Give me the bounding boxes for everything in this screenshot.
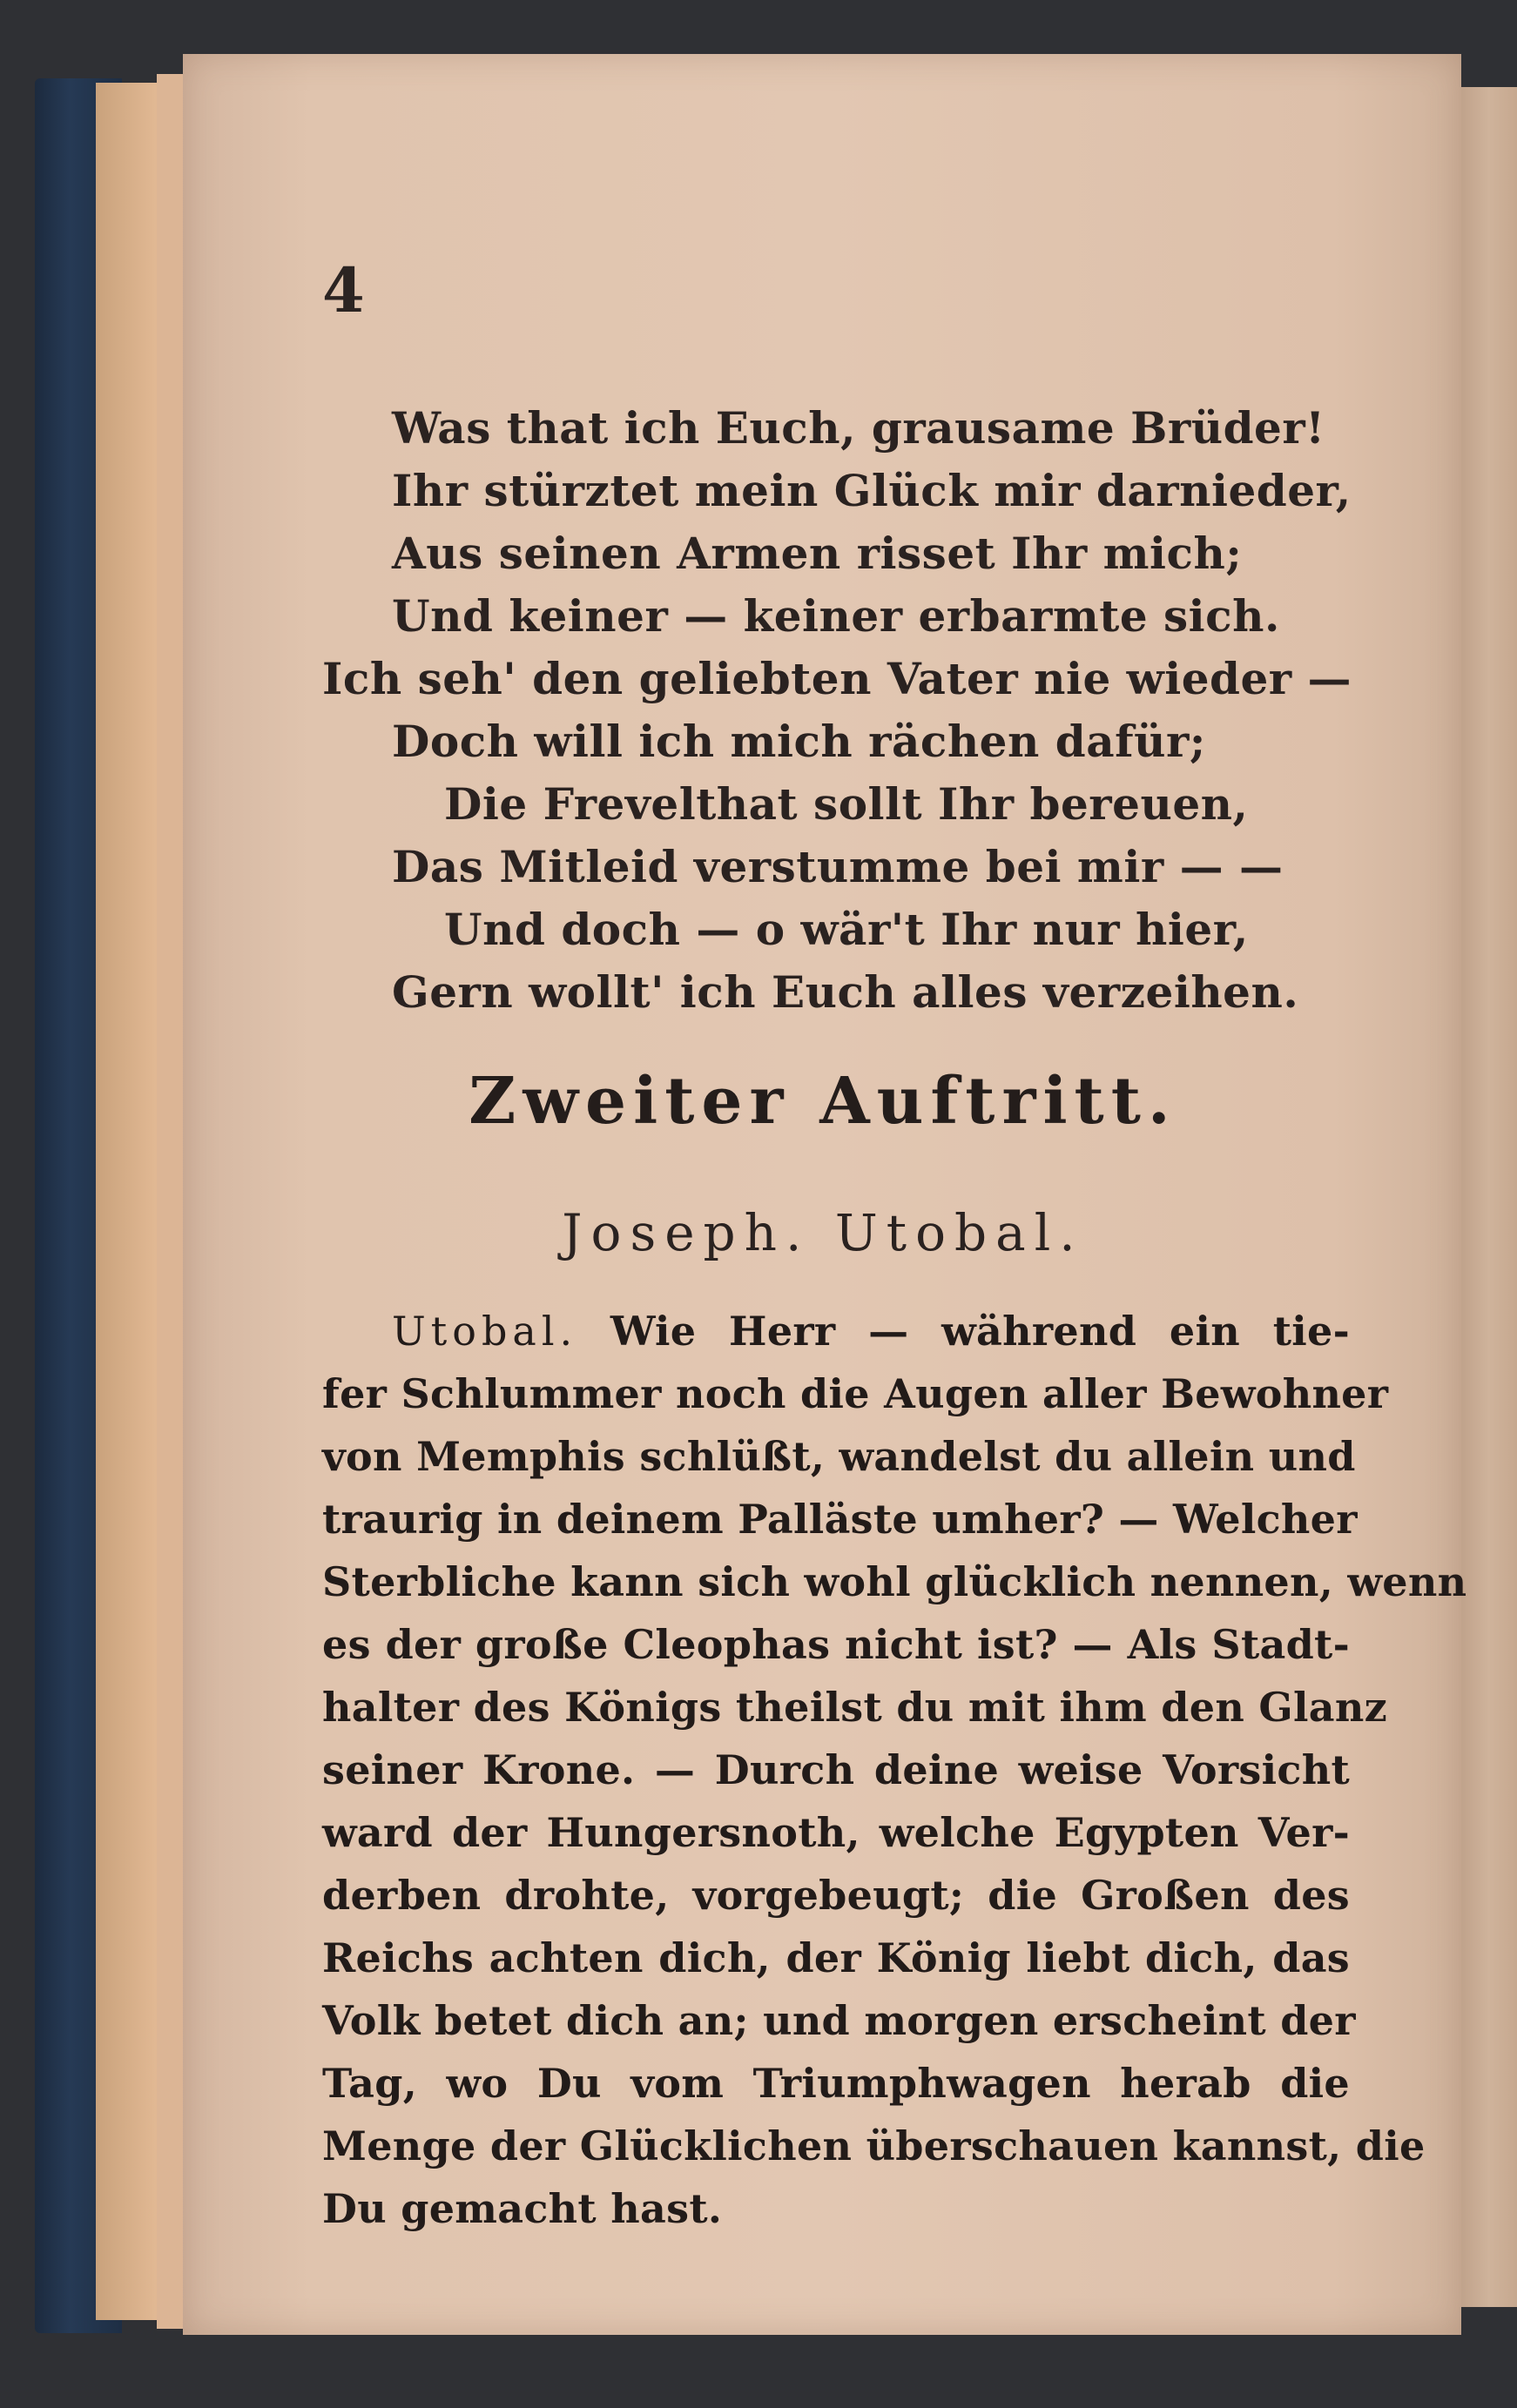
page-number: 4: [322, 254, 365, 326]
prose-line: fer Schlummer noch die Augen aller Bewohner: [322, 1370, 1389, 1417]
prose-line: seiner Krone. — Durch deine weise Vorsicht: [322, 1746, 1350, 1793]
scene-characters: Joseph. Utobal.: [562, 1203, 1084, 1262]
verse-line: Was that ich Euch, grausame Brüder!: [392, 402, 1325, 454]
prose-line: Reichs achten dich, der König liebt dich, das: [322, 1934, 1350, 1981]
prose-line: Sterbliche kann sich wohl glücklich nennen, wenn: [322, 1558, 1467, 1605]
speech-text: Wie Herr — während ein tie-: [610, 1308, 1350, 1355]
prose-line: Du gemacht hast.: [322, 2185, 723, 2232]
prose-line: Tag, wo Du vom Triumphwagen herab die: [322, 2060, 1350, 2107]
prose-line: ward der Hungersnoth, welche Egypten Ver-: [322, 1809, 1350, 1856]
prose-line: halter des Königs theilst du mit ihm den Glanz: [322, 1684, 1388, 1731]
prose-line: Menge der Glücklichen überschauen kannst, die: [322, 2122, 1426, 2169]
verse-line: Aus seinen Armen risset Ihr mich;: [392, 528, 1243, 579]
prose-line: derben drohte, vorgebeugt; die Großen des: [322, 1872, 1350, 1919]
prose-line: von Memphis schlüßt, wandelst du allein und: [322, 1433, 1356, 1480]
verse-line: Ihr stürztet mein Glück mir darnieder,: [392, 465, 1352, 516]
verse-line: Das Mitleid verstumme bei mir — —: [392, 841, 1284, 892]
book-page: [183, 54, 1467, 2335]
verse-line: Doch will ich mich rächen dafür;: [392, 716, 1206, 767]
speaker-name: Utobal.: [392, 1308, 578, 1355]
verse-line: Die Frevelthat sollt Ihr bereuen,: [444, 778, 1249, 830]
prose-line: Volk betet dich an; und morgen erscheint der: [322, 1997, 1356, 2044]
prose-line: traurig in deinem Palläste umher? — Welcher: [322, 1496, 1358, 1543]
verse-line: Und doch — o wär't Ihr nur hier,: [444, 904, 1249, 955]
scene-heading: Zweiter Auftritt.: [469, 1064, 1177, 1139]
prose-line: [322, 1308, 1350, 1355]
verse-line: Und keiner — keiner erbarmte sich.: [392, 590, 1280, 642]
verse-line: Gern wollt' ich Euch alles verzeihen.: [392, 966, 1299, 1018]
prose-line: es der große Cleophas nicht ist? — Als Stadt-: [322, 1621, 1350, 1668]
verse-line: Ich seh' den geliebten Vater nie wieder —: [322, 653, 1352, 704]
